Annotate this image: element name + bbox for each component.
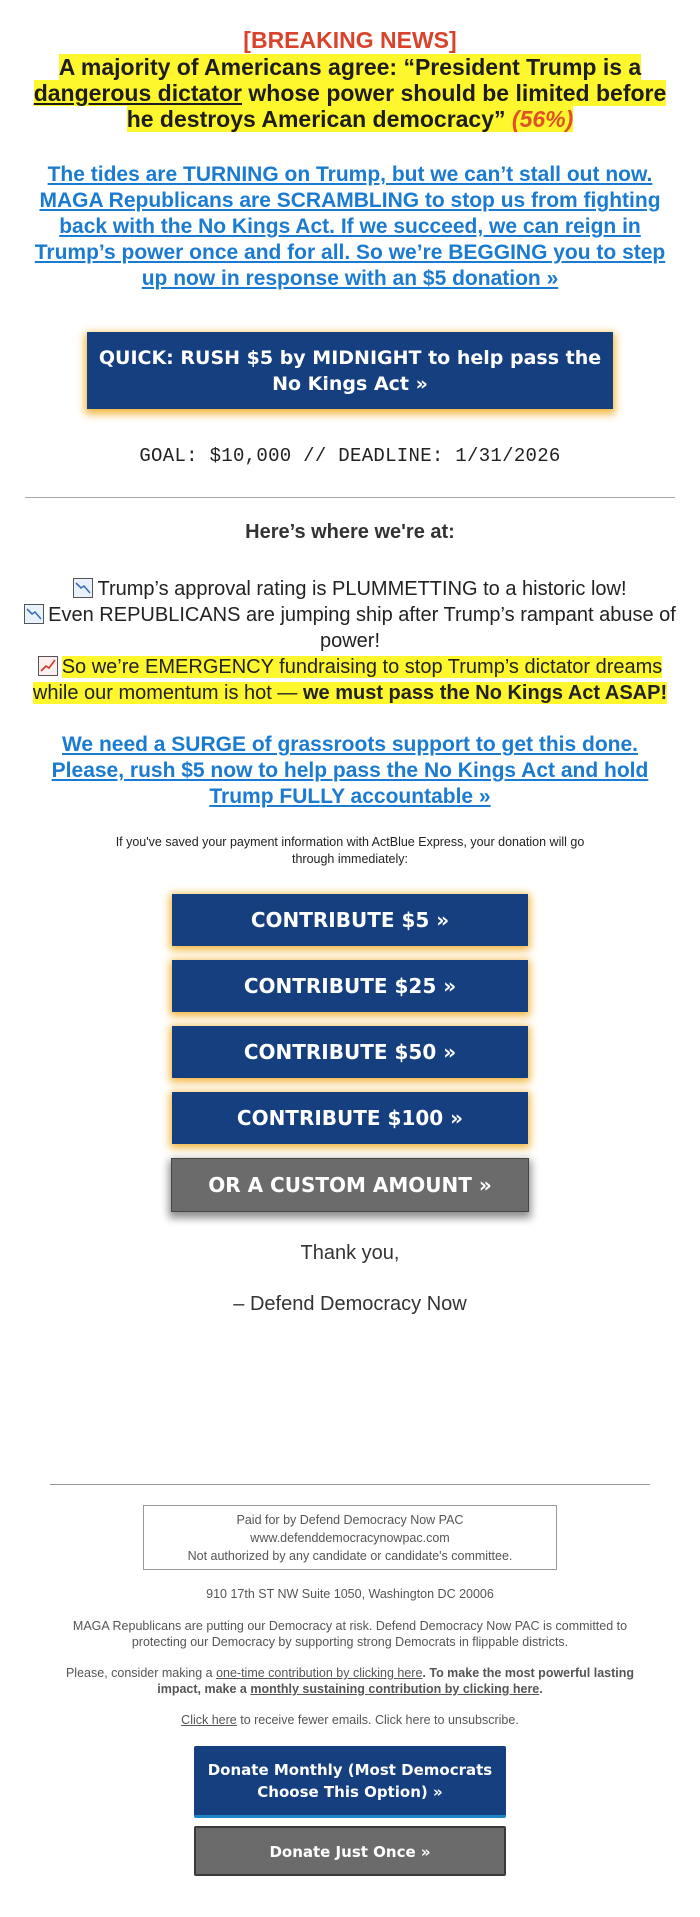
- headline-underlined-text: dangerous dictator: [33, 80, 243, 106]
- headline-percentage: (56%): [511, 106, 574, 132]
- consider-bold-text: . To make the most powerful lasting impact, make a: [157, 1666, 635, 1696]
- quick-rush-button[interactable]: [87, 332, 613, 409]
- headline: [20, 54, 680, 132]
- status-item-emergency: [15, 654, 685, 706]
- contribute-50-button[interactable]: CONTRIBUTE $50 »: [172, 1026, 528, 1078]
- status-item-bold-text: we must pass the No Kings Act ASAP!: [302, 682, 668, 704]
- donate-monthly-button[interactable]: [194, 1746, 506, 1818]
- website: www.defenddemocracynowpac.com: [250, 1531, 450, 1545]
- status-item-text: So we’re EMERGENCY fundraising to stop Trump’s dictator dreams while our momentum is hot —: [32, 656, 663, 704]
- mission-statement: MAGA Republicans are putting our Democracy at risk. Defend Democracy Now PAC is committed to protecting our Democracy by supporting strong Democrats in flippable districts.: [72, 1619, 628, 1649]
- unsubscribe-text: to receive fewer emails. Click here to unsubscribe.: [236, 1713, 519, 1727]
- contribute-5-button[interactable]: CONTRIBUTE $5 »: [172, 894, 528, 946]
- mailing-address: 910 17th ST NW Suite 1050, Washington DC 20006: [206, 1587, 494, 1601]
- custom-amount-button[interactable]: OR A CUSTOM AMOUNT »: [171, 1158, 529, 1212]
- paid-by: Paid for by Defend Democracy Now PAC: [236, 1513, 464, 1527]
- headline-text-pre: A majority of Americans agree: “President Trump is a: [58, 54, 642, 80]
- consider-end: .: [539, 1682, 543, 1696]
- status-item-text: Trump’s approval rating is PLUMMETTING to a historic low!: [97, 578, 627, 600]
- paid-for-box: [143, 1505, 557, 1570]
- monthly-contribution-link[interactable]: monthly sustaining contribution by clicking here: [250, 1682, 540, 1696]
- status-list: [15, 576, 685, 706]
- goal-deadline: GOAL: $10,000 // DEADLINE: 1/31/2026: [139, 445, 561, 467]
- breaking-news-label: [BREAKING NEWS]: [243, 27, 457, 53]
- status-item-approval: [15, 576, 685, 602]
- status-item-text: Even REPUBLICANS are jumping ship after Trump’s rampant abuse of power!: [48, 604, 676, 652]
- email-body: [0, 26, 700, 1876]
- chart-decreasing-icon: [73, 578, 93, 598]
- donate-monthly-line1: Donate Monthly (Most Democrats: [207, 1761, 493, 1779]
- intro-donation-link[interactable]: The tides are TURNING on Trump, but we can’t stall out now. MAGA Republicans are SCRAMBLING to stop us from fighting back with the No Kings Act. If we succeed, we can reign in Trump’s power once and for all. So we’re BEGGING you to step up now in response with an $5 donation »: [34, 163, 666, 290]
- thank-you: Thank you,: [300, 1242, 400, 1264]
- chart-increasing-icon: [38, 656, 58, 676]
- surge-donation-link[interactable]: We need a SURGE of grassroots support to get this done. Please, rush $5 now to help pass the No Kings Act and hold Trump FULLY accountable »: [51, 733, 649, 808]
- chart-decreasing-icon: [24, 604, 44, 624]
- email-preferences: [60, 1712, 640, 1728]
- quick-button-line2: No Kings Act »: [272, 373, 428, 395]
- consider-text: Please, consider making a: [65, 1666, 217, 1680]
- status-heading: Here’s where we're at:: [245, 521, 455, 543]
- status-item-republicans: [15, 602, 685, 654]
- signature: – Defend Democracy Now: [233, 1293, 467, 1315]
- donate-monthly-line2: Choose This Option) »: [257, 1783, 443, 1801]
- contribute-25-button[interactable]: CONTRIBUTE $25 »: [172, 960, 528, 1012]
- contribute-100-button[interactable]: CONTRIBUTE $100 »: [172, 1092, 528, 1144]
- consider-contribution: [60, 1665, 640, 1697]
- fewer-emails-link[interactable]: Click here: [181, 1713, 237, 1727]
- actblue-express-note: If you've saved your payment information with ActBlue Express, your donation will go through immediately:: [115, 835, 585, 866]
- headline-text-post: whose power should be limited before he destroys American democracy”: [126, 80, 667, 132]
- footer-divider: [50, 1484, 650, 1485]
- divider: [25, 497, 675, 498]
- quick-button-line1: QUICK: RUSH $5 by MIDNIGHT to help pass the: [98, 347, 602, 369]
- one-time-contribution-link[interactable]: one-time contribution by clicking here: [216, 1666, 423, 1680]
- donate-once-button[interactable]: Donate Just Once »: [194, 1826, 506, 1876]
- not-authorized: Not authorized by any candidate or candidate's committee.: [187, 1549, 513, 1563]
